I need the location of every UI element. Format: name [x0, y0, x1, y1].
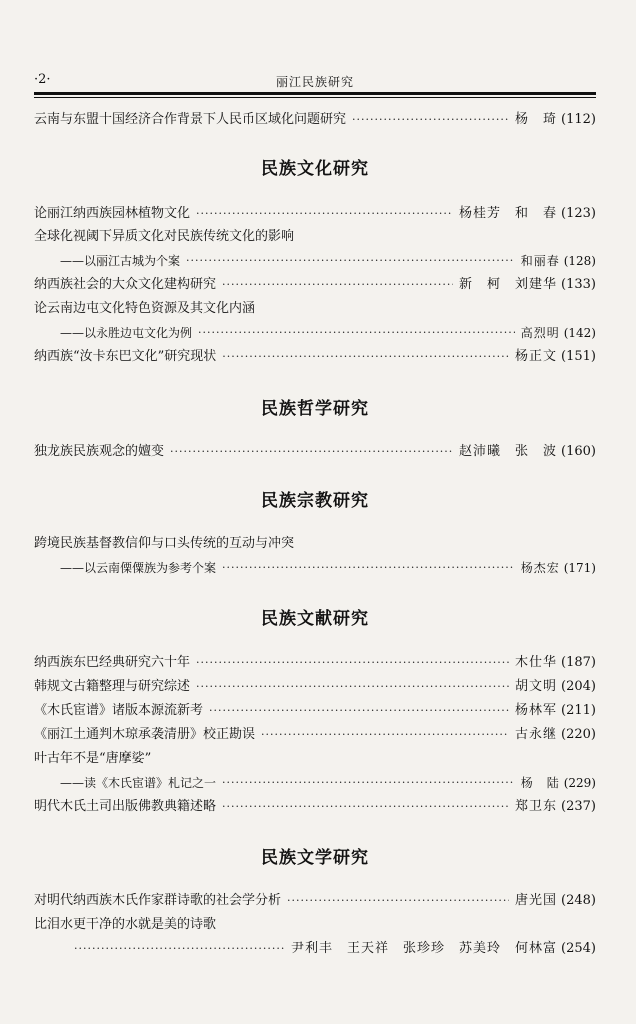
entry-author: 杨 琦	[515, 112, 558, 127]
entry-author: 木仕华	[515, 655, 558, 670]
entry-author: 新 柯 刘建华	[459, 277, 558, 292]
dot-leader	[222, 772, 515, 794]
entry-author: 郑卫东	[515, 799, 558, 814]
toc-entry-subtitle[interactable]	[60, 322, 596, 344]
section-heading-literature: 民族文学研究	[261, 848, 369, 868]
toc-entry[interactable]	[34, 796, 596, 818]
entry-subtitle: ——以丽江古城为个案	[60, 254, 181, 268]
entry-title: 纳西族东巴经典研究六十年	[34, 655, 191, 670]
toc-entry-authors[interactable]	[34, 938, 596, 960]
toc-entry[interactable]	[34, 346, 596, 368]
section-heading-religion: 民族宗教研究	[261, 491, 369, 511]
header-rule-thick	[34, 92, 596, 95]
toc-entry[interactable]	[34, 441, 596, 463]
entry-title-line[interactable]: 论云南边屯文化特色资源及其文化内涵	[34, 301, 256, 316]
entry-author: 和丽春	[520, 254, 560, 268]
entry-page: (151)	[561, 349, 596, 364]
entry-author: 古永继	[515, 727, 558, 742]
entry-author: 尹利丰 王天祥 张珍珍 苏美玲 何林富	[291, 941, 558, 956]
toc-entry[interactable]	[34, 890, 596, 912]
page-number: ·2·	[34, 72, 51, 87]
dot-leader	[222, 796, 509, 818]
entry-title: 《木氏宦谱》诸版本源流新考	[34, 703, 204, 718]
entry-page: (160)	[561, 444, 596, 459]
dot-leader	[352, 109, 509, 131]
entry-title: 论丽江纳西族园林植物文化	[34, 206, 191, 221]
dot-leader	[196, 676, 509, 698]
entry-title-line[interactable]: 全球化视阈下异质文化对民族传统文化的影响	[34, 229, 295, 244]
dot-leader	[209, 700, 509, 722]
entry-author: 高烈明	[520, 326, 560, 340]
entry-title: 云南与东盟十国经济合作背景下人民币区域化问题研究	[34, 112, 347, 127]
entry-page: (248)	[561, 893, 596, 908]
toc-entry-subtitle[interactable]	[60, 557, 596, 579]
entry-page: (128)	[563, 254, 596, 268]
entry-title-line[interactable]: 跨境民族基督教信仰与口头传统的互动与冲突	[34, 536, 295, 551]
toc-entry[interactable]	[34, 676, 596, 698]
dot-leader	[222, 274, 453, 296]
entry-author: 赵沛曦 张 波	[459, 444, 558, 459]
entry-title: 独龙族民族观念的嬗变	[34, 444, 165, 459]
entry-author: 杨正文	[515, 349, 558, 364]
toc-entry[interactable]	[34, 724, 596, 746]
entry-title: 明代木氏土司出版佛教典籍述略	[34, 799, 217, 814]
entry-author: 杨林军	[515, 703, 558, 718]
entry-subtitle: ——以云南傈僳族为参考个案	[60, 561, 217, 575]
running-title: 丽江民族研究	[275, 75, 354, 89]
dot-leader	[196, 652, 509, 674]
section-heading-culture: 民族文化研究	[261, 159, 369, 179]
entry-page: (204)	[561, 679, 596, 694]
entry-page: (142)	[563, 326, 596, 340]
dot-leader	[196, 203, 453, 225]
entry-page: (123)	[561, 206, 596, 221]
dot-leader	[261, 724, 509, 746]
dot-leader	[222, 346, 509, 368]
entry-page: (229)	[563, 776, 596, 790]
header-rule-thin	[34, 97, 596, 98]
entry-title: 纳西族“汝卡东巴文化”研究现状	[34, 349, 217, 364]
entry-page: (220)	[561, 727, 596, 742]
dot-leader	[170, 441, 453, 463]
entry-title: 纳西族社会的大众文化建构研究	[34, 277, 217, 292]
toc-entry[interactable]	[34, 274, 596, 296]
entry-title: 《丽江土通判木琼承袭清册》校正勘误	[34, 727, 256, 742]
entry-title: 对明代纳西族木氏作家群诗歌的社会学分析	[34, 893, 282, 908]
toc-entry[interactable]	[34, 109, 596, 131]
dot-leader	[287, 890, 509, 912]
section-heading-philosophy: 民族哲学研究	[261, 399, 369, 419]
entry-title: 韩规文古籍整理与研究综述	[34, 679, 191, 694]
dot-leader	[74, 938, 285, 960]
entry-author: 杨桂芳 和 春	[459, 206, 558, 221]
entry-subtitle: ——读《木氏宦谱》札记之一	[60, 776, 217, 790]
entry-title-line[interactable]: 比泪水更干净的水就是美的诗歌	[34, 917, 217, 932]
entry-subtitle: ——以永胜边屯文化为例	[60, 326, 193, 340]
toc-entry-subtitle[interactable]	[60, 250, 596, 272]
entry-title-line[interactable]: 叶古年不是“唐摩娑”	[34, 751, 152, 766]
entry-page: (171)	[563, 561, 596, 575]
dot-leader	[186, 250, 515, 272]
entry-author: 胡文明	[515, 679, 558, 694]
entry-page: (211)	[561, 703, 596, 718]
section-heading-literature-docs: 民族文献研究	[261, 609, 369, 629]
dot-leader	[222, 557, 515, 579]
toc-entry[interactable]	[34, 700, 596, 722]
entry-page: (254)	[561, 941, 596, 956]
dot-leader	[198, 322, 515, 344]
toc-entry[interactable]	[34, 203, 596, 225]
entry-page: (133)	[561, 277, 596, 292]
entry-author: 杨杰宏	[520, 561, 560, 575]
entry-author: 唐光国	[515, 893, 558, 908]
entry-page: (237)	[561, 799, 596, 814]
entry-author: 杨 陆	[520, 776, 560, 790]
toc-entry-subtitle[interactable]	[60, 772, 596, 794]
entry-page: (112)	[561, 112, 596, 127]
page-header	[34, 68, 596, 90]
toc-entry[interactable]	[34, 652, 596, 674]
entry-page: (187)	[561, 655, 596, 670]
